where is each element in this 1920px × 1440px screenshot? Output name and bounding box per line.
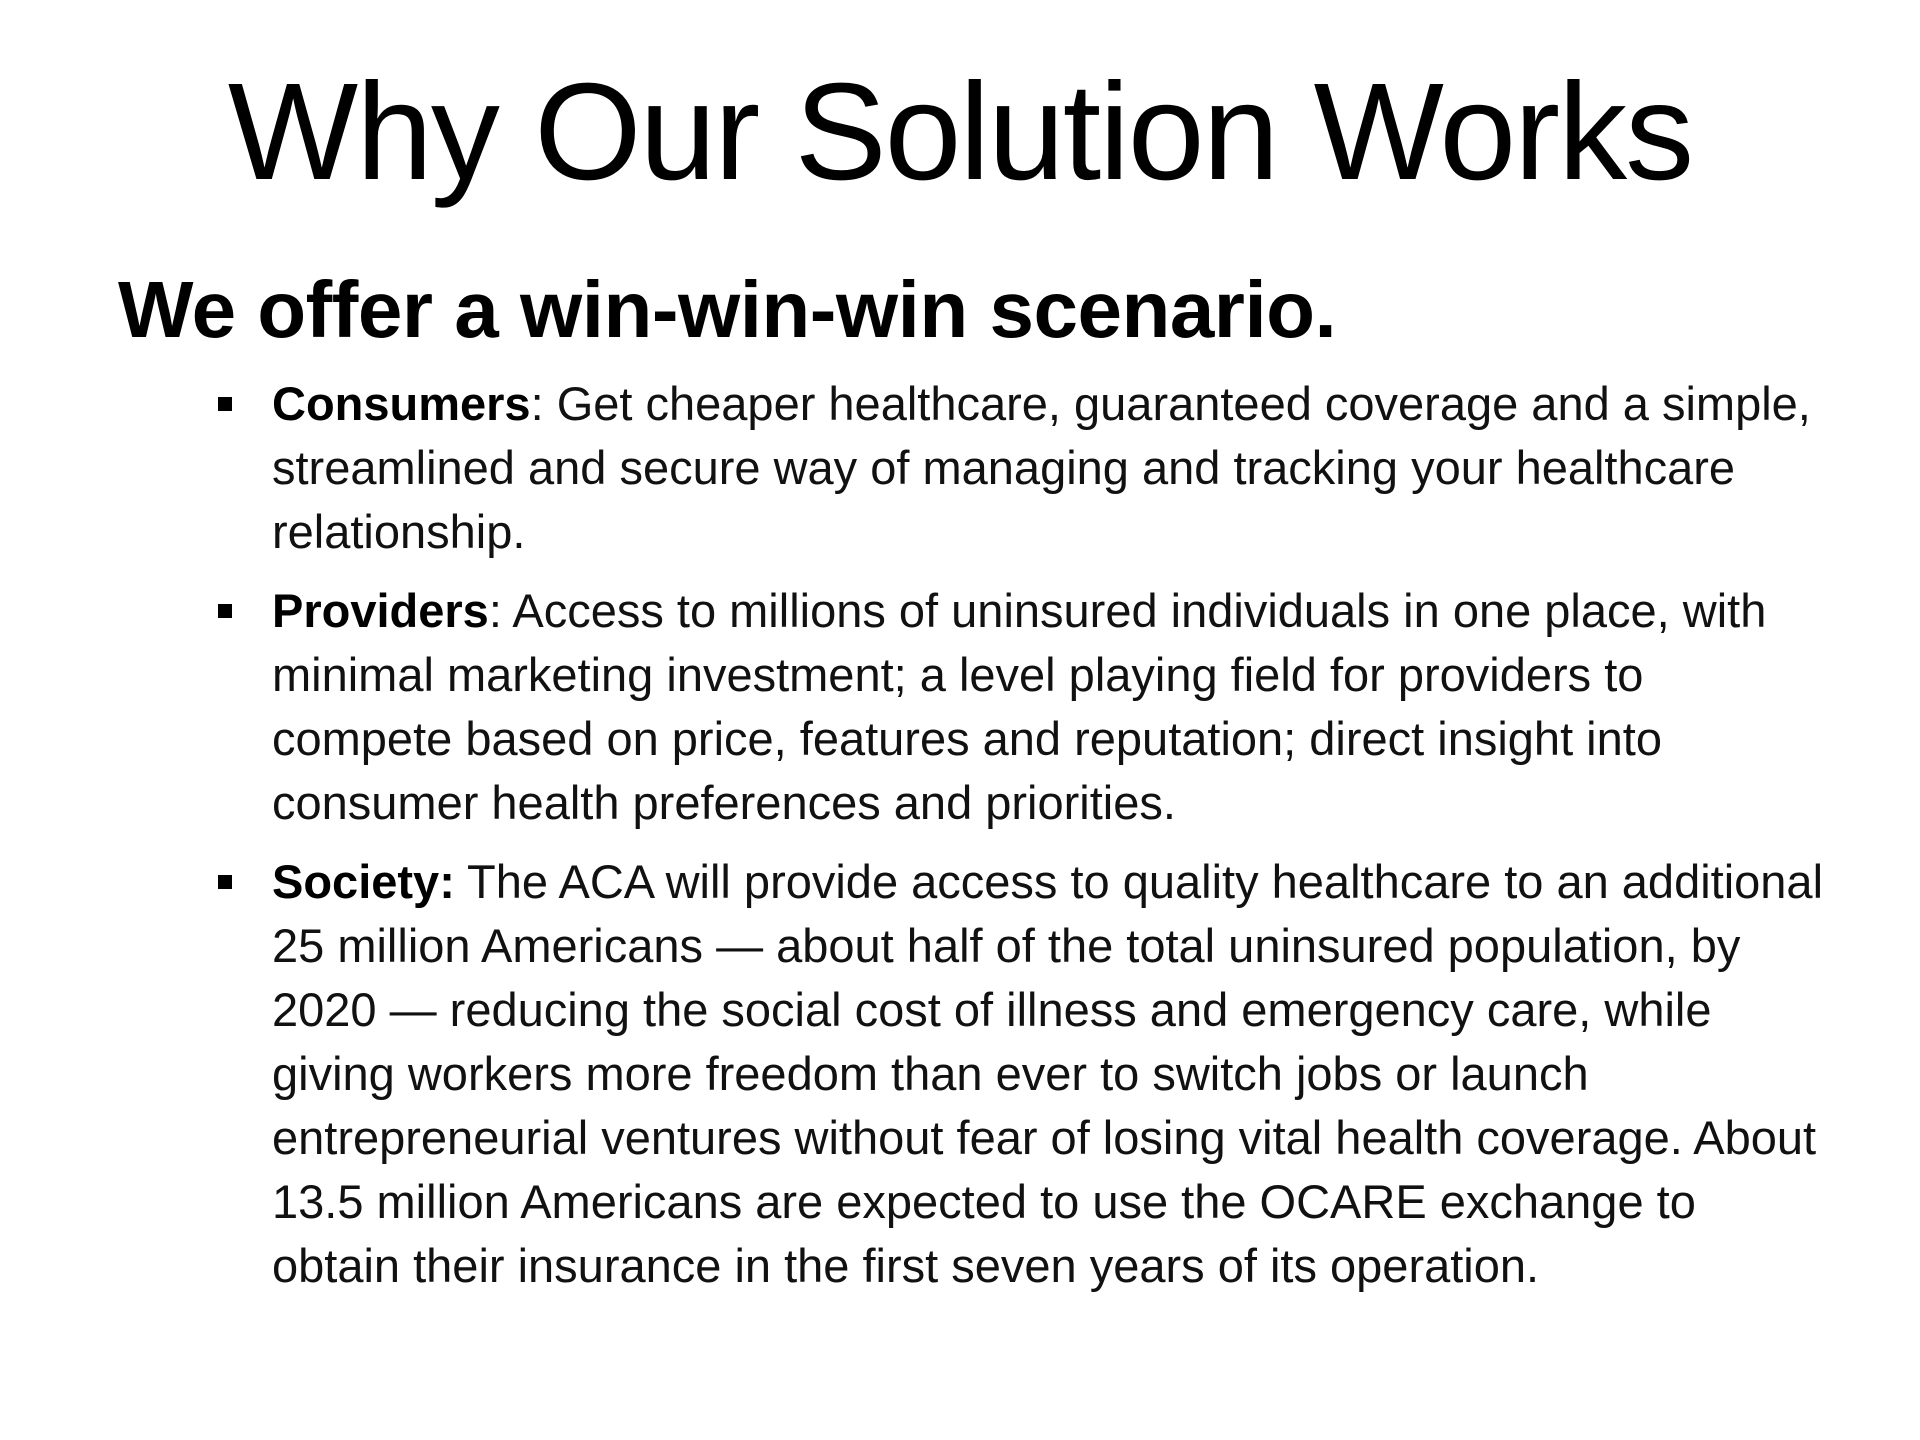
bullet-term-text: Consumers — [272, 377, 531, 430]
bullet-separator: : — [488, 584, 502, 637]
slide-subtitle: We offer a win-win-win scenario. — [118, 265, 1337, 354]
bullet-text: Get cheaper healthcare, guaranteed coverage and a simple, streamlined and secure way of managing and tracking your healthcare relationship. — [272, 377, 1811, 558]
square-bullet-icon — [218, 875, 232, 889]
bullet-text: Access to millions of uninsured individuals in one place, with minimal marketing investment; a level playing field for providers to compete based on price, features and reputation; direct insight into consumer health preferences and priorities. — [272, 584, 1767, 829]
square-bullet-icon — [218, 604, 232, 618]
bullet-consumers — [272, 372, 1832, 564]
bullet-term-text: Providers — [272, 584, 489, 637]
bullet-term — [272, 584, 489, 637]
bullet-text: The ACA will provide access to quality healthcare to an additional 25 million Americans — about half of the total uninsured population, by 2020 — reducing the social cost of illness and emergency care, while giving workers more freedom than ever to switch jobs or launch entrepreneurial ventures without fear of losing vital health coverage. About 13.5 million Americans are expected to use the OCARE exchange to obtain their insurance in the first seven years of its operation. — [272, 855, 1824, 1292]
bullet-term — [272, 377, 531, 430]
bullet-separator: : — [530, 377, 544, 430]
bullet-term — [272, 855, 455, 908]
slide-title: Why Our Solution Works — [227, 55, 1693, 209]
bullet-term-text: Society — [272, 855, 440, 908]
bullet-term-suffix: : — [439, 855, 455, 908]
square-bullet-icon — [218, 397, 232, 411]
bullet-list — [272, 372, 1832, 1313]
bullet-society — [272, 850, 1832, 1298]
bullet-providers — [272, 579, 1832, 835]
